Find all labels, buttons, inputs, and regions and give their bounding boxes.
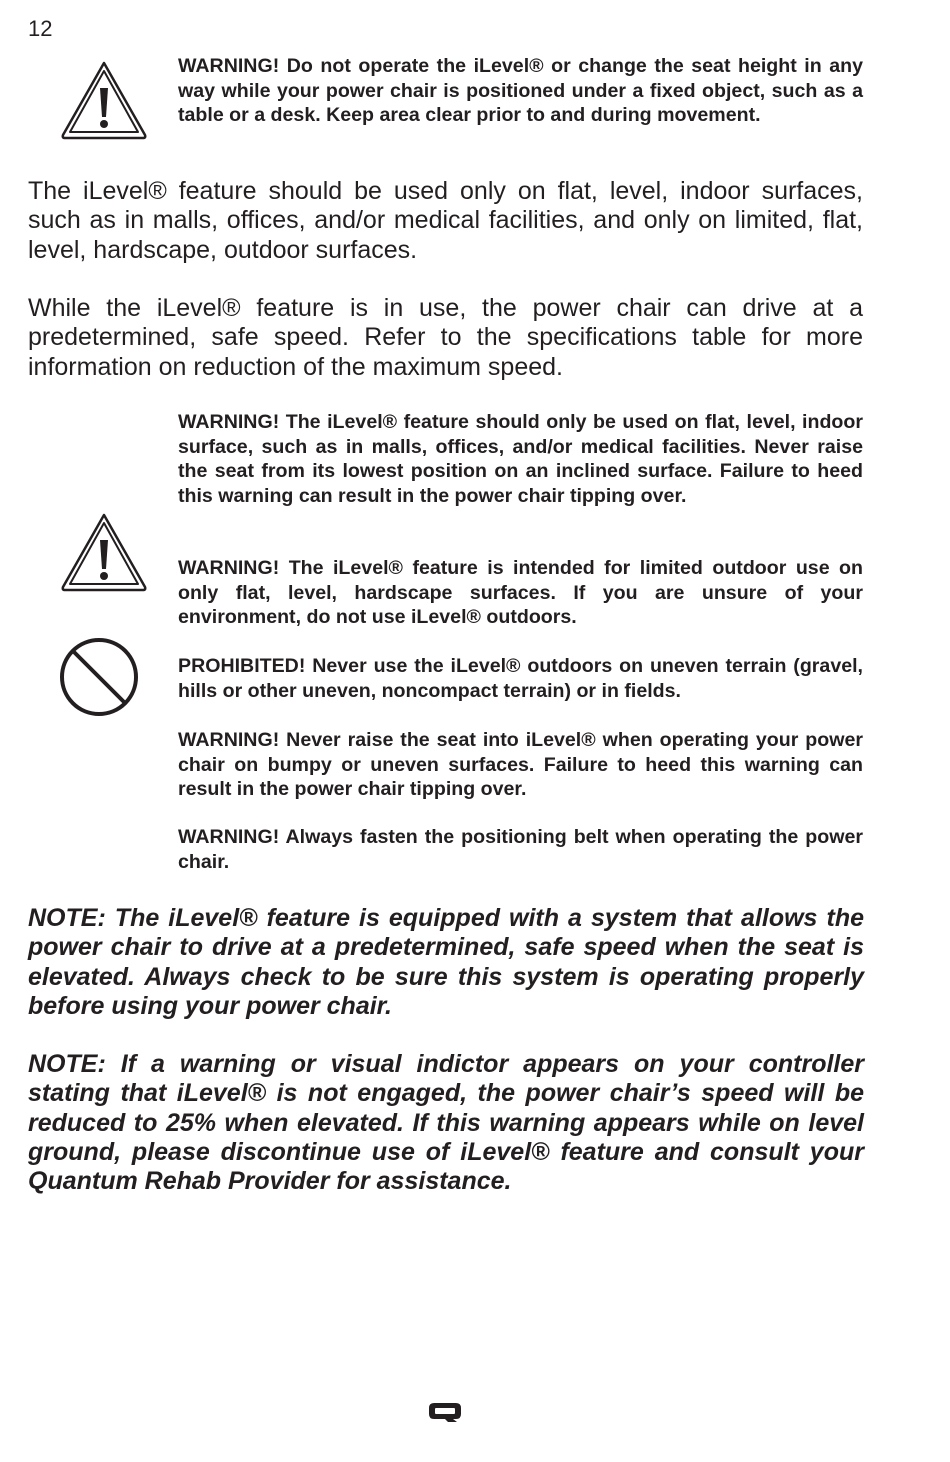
note-speed-system: NOTE: The iLevel® feature is equipped with a system that allows the power chair to drive at a predetermined, safe speed when the seat is elevated. Always check to be sure this system is operating properly before using your power chair. bbox=[28, 904, 864, 1020]
warning-positioning-belt-text: WARNING! Always fasten the positioning belt when operating the power chair. bbox=[178, 826, 863, 873]
warning-bumpy-surfaces-text: WARNING! Never raise the seat into iLevel® when operating your power chair on bumpy or uneven surfaces. Failure to heed this warning can result in the power chair tipping over. bbox=[178, 729, 863, 800]
ilevel-usage-paragraph: The iLevel® feature should be used only on flat, level, indoor surfaces, such as in malls, offices, and/or medical facilities, and only on limited, flat, level, hardscape, outdoor surfaces. bbox=[28, 177, 863, 264]
prohibited-uneven-terrain-text: PROHIBITED! Never use the iLevel® outdoors on uneven terrain (gravel, hills or other uneven, noncompact terrain) or in fields. bbox=[178, 655, 863, 702]
page-number: 12 bbox=[28, 16, 53, 41]
note-ilevel-not-engaged: NOTE: If a warning or visual indictor appears on your controller stating that iLevel® is not engaged, the power chair’s speed will be reduced to 25% when elevated. If this warning appears while on level ground, please discontinue use of iLevel® feature and consult your Quantum Rehab Provider for assistance. bbox=[28, 1050, 864, 1196]
prohibited-icon bbox=[58, 636, 140, 718]
warning-triangle-icon bbox=[60, 512, 148, 592]
warning-inclined-surface-text: WARNING! The iLevel® feature should only be used on flat, level, indoor surface, such as in malls, offices, and/or medical facilities. Never raise the seat from its lowest position on an inclined surface. Failure to heed this warning can result in the power chair tipping over. bbox=[178, 411, 863, 507]
warning-outdoor-use-text: WARNING! The iLevel® feature is intended for limited outdoor use on only flat, level, hardscape surfaces. If you are unsure of your environment, do not use iLevel® outdoors. bbox=[178, 557, 863, 628]
warning-fixed-object-text: WARNING! Do not operate the iLevel® or change the seat height in any way while your power chair is positioned under a fixed object, such as a table or a desk. Keep area clear prior to and during movement. bbox=[178, 55, 863, 126]
quantum-logo-icon bbox=[427, 1401, 463, 1423]
ilevel-speed-paragraph: While the iLevel® feature is in use, the power chair can drive at a predetermined, safe speed. Refer to the specifications table for more information on reduction of the maximum speed. bbox=[28, 294, 863, 381]
warning-triangle-icon bbox=[60, 60, 148, 140]
